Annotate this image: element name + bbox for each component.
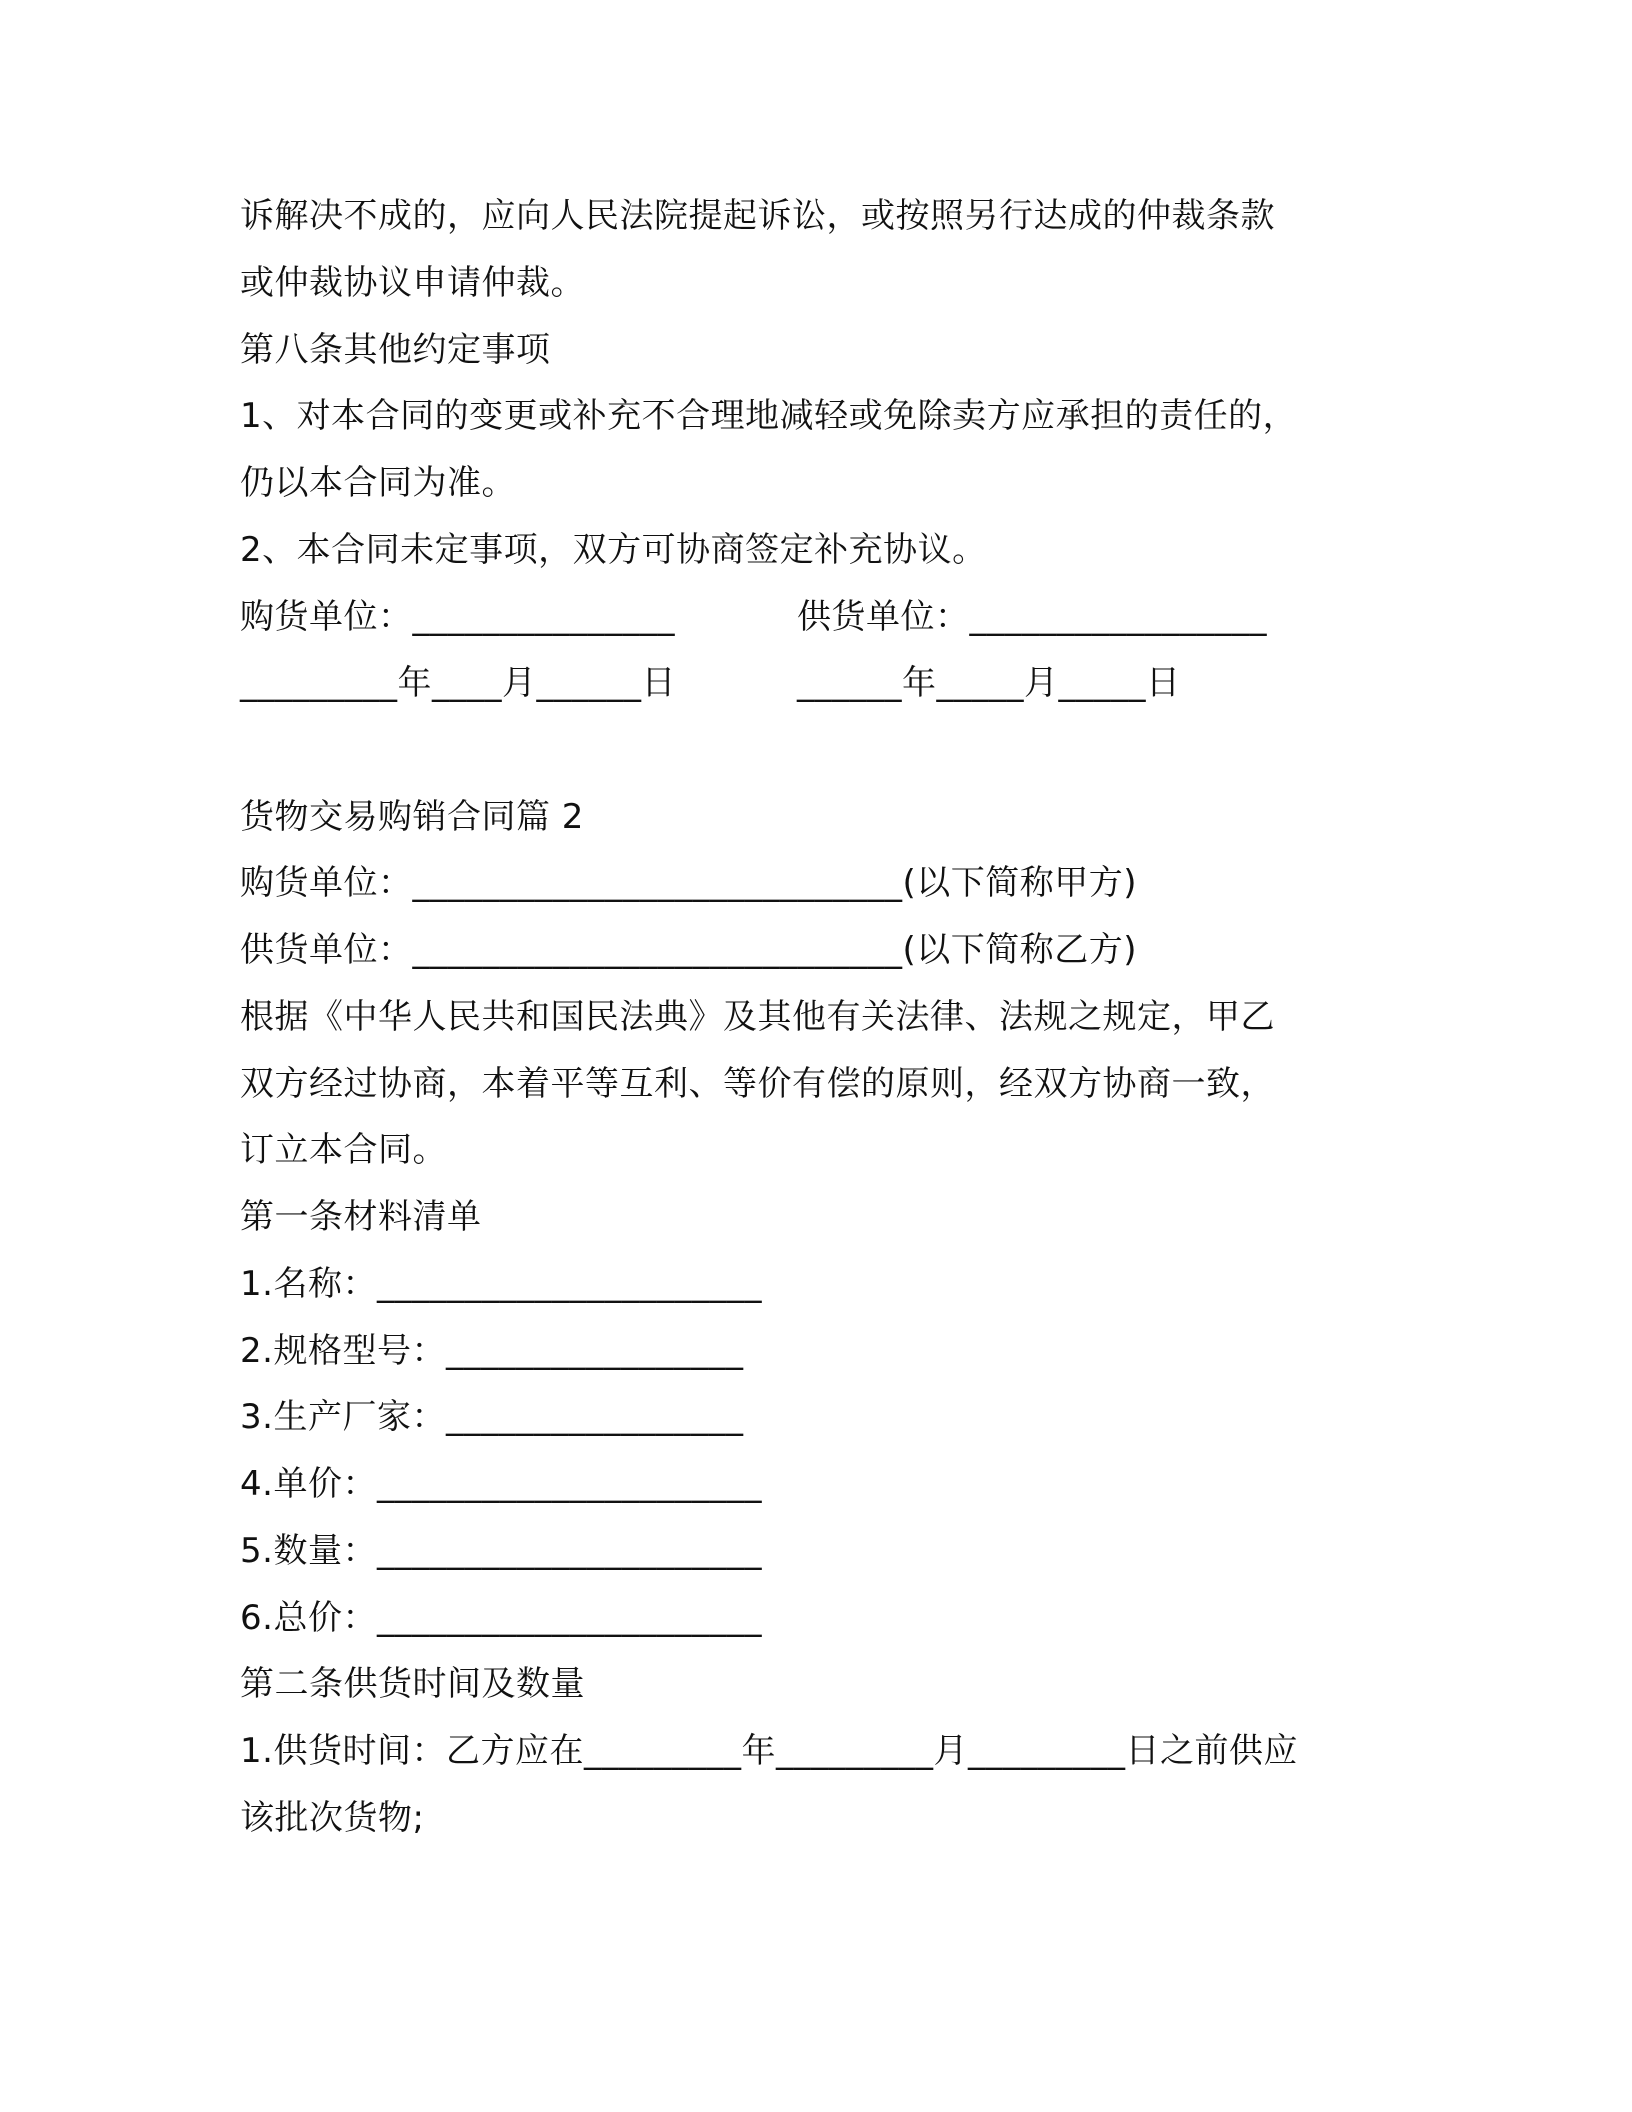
section-title: 货物交易购销合同篇 2 bbox=[240, 797, 584, 837]
material-name-field: 1.名称：______________________ bbox=[240, 1264, 762, 1304]
paragraph-line: 或仲裁协议申请仲裁。 bbox=[240, 263, 585, 303]
total-price-field: 6.总价：______________________ bbox=[240, 1598, 762, 1638]
article-heading: 第二条供货时间及数量 bbox=[240, 1664, 585, 1704]
buyer-unit-field: 购货单位：____________________________(以下简称甲方) bbox=[240, 863, 1138, 903]
buyer-date-field: _________年____月______日 bbox=[240, 663, 676, 703]
article-heading: 第一条材料清单 bbox=[240, 1197, 482, 1237]
paragraph-line: 根据《中华人民共和国民法典》及其他有关法律、法规之规定，甲乙 bbox=[240, 997, 1275, 1037]
paragraph-line: 该批次货物; bbox=[240, 1798, 425, 1838]
paragraph-line: 订立本合同。 bbox=[240, 1130, 447, 1170]
paragraph-line: 诉解决不成的，应向人民法院提起诉讼，或按照另行达成的仲裁条款 bbox=[240, 196, 1275, 236]
paragraph-line: 双方经过协商，本着平等互利、等价有偿的原则，经双方协商一致， bbox=[240, 1064, 1275, 1104]
paragraph-line: 2、本合同未定事项，双方可协商签定补充协议。 bbox=[240, 530, 987, 570]
paragraph-line: 1、对本合同的变更或补充不合理地减轻或免除卖方应承担的责任的， bbox=[240, 396, 1298, 436]
paragraph-line: 仍以本合同为准。 bbox=[240, 463, 516, 503]
supplier-date-field: ______年_____月_____日 bbox=[797, 663, 1181, 703]
unit-price-field: 4.单价：______________________ bbox=[240, 1464, 762, 1504]
quantity-field: 5.数量：______________________ bbox=[240, 1531, 762, 1571]
supplier-signature-field: 供货单位：_________________ bbox=[797, 597, 1267, 637]
supply-time-field: 1.供货时间：乙方应在_________年_________月_________日之前供应 bbox=[240, 1731, 1298, 1771]
material-spec-field: 2.规格型号：_________________ bbox=[240, 1331, 744, 1371]
article-heading: 第八条其他约定事项 bbox=[240, 330, 551, 370]
supplier-unit-field: 供货单位：____________________________(以下简称乙方) bbox=[240, 930, 1138, 970]
manufacturer-field: 3.生产厂家：_________________ bbox=[240, 1397, 744, 1437]
buyer-signature-field: 购货单位：_______________ bbox=[240, 597, 675, 637]
